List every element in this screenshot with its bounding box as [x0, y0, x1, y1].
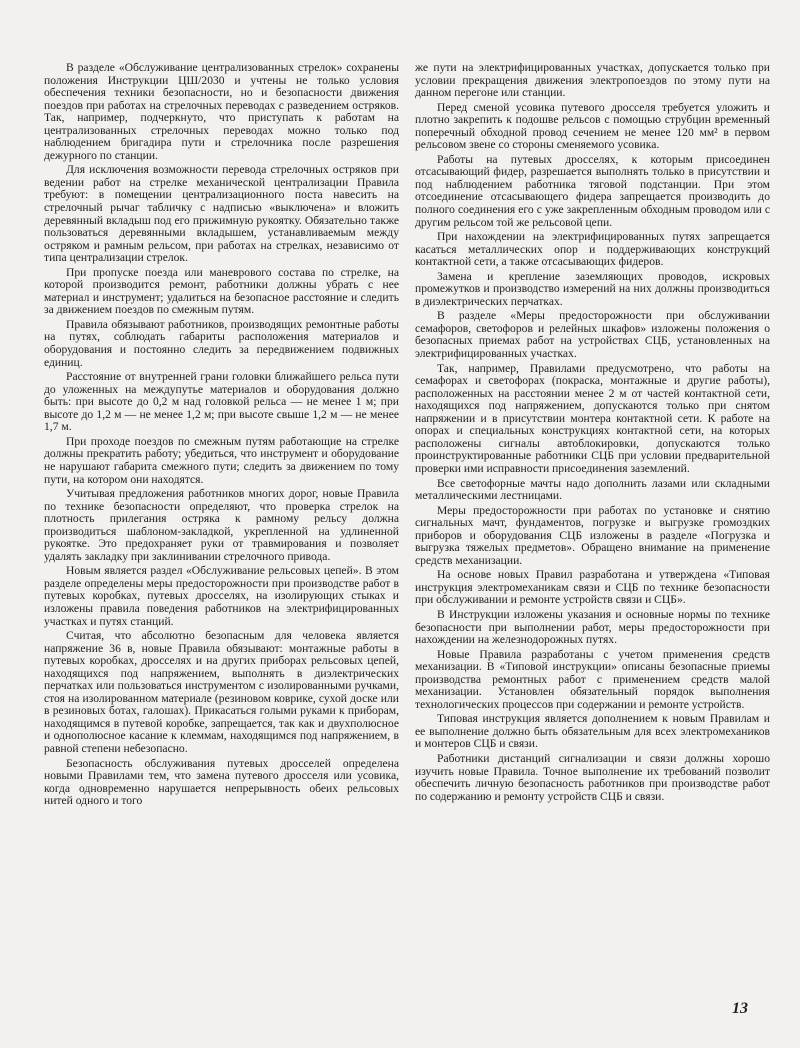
- paragraph: При проходе поездов по смежным путям работающие на стрелке должны прекратить работу; убедиться, что инструмент и оборудование не нарушают габарита смежного пути; следить за движением по тому пути, на котором они находятся.: [44, 434, 399, 486]
- paragraph: Учитывая предложения работников многих дорог, новые Правила по технике безопасности определяют, что проверка стрелок на плотность прилегания остряка к рамному рельсу должна производиться шаблоном-закладкой, укрепленной на удлиненной рукоятке. Это предохраняет руки от травмирования и позволяет удалять закладку при заклинивании стрелочного привода.: [44, 487, 399, 563]
- right-column: [415, 62, 770, 805]
- paragraph: Новые Правила разработаны с учетом применения средств механизации. В «Типовой инструкции» описаны безопасные приемы производства ремонтных работ с применением средств малой механизации. Установлен обязательный порядок выполнения технологических процессов при содержании и ремонте устройств.: [415, 647, 770, 711]
- paragraph: В Инструкции изложены указания и основные нормы по технике безопасности при выполнении работ, меры предосторожности при нахождении на железнодорожных путях.: [415, 607, 770, 647]
- paragraph: На основе новых Правил разработана и утверждена «Типовая инструкция электромеханикам связи и СЦБ по технике безопасности при обслуживании и ремонте устройств связи и СЦБ».: [415, 568, 770, 607]
- paragraph: Типовая инструкция является дополнением к новым Правилам и ее выполнение должно быть обязательным для всех электромехаников и монтеров СЦБ и связи.: [415, 712, 770, 751]
- paragraph-continued: же пути на электрифицированных участках, допускается только при условии прекращения движения электропоездов по этому пути на данном перегоне или станции.: [415, 61, 770, 100]
- paragraph: Работы на путевых дросселях, к которым присоединен отсасывающий фидер, разрешается выполнять только в присутствии и под наблюдением работника тяговой подстанции. При этом отсоединение отсасывающего фидера запрещается производить до полного соединения его с уже закрепленным обходным проводом или с другим рельсом той же рельсовой цепи.: [415, 152, 770, 229]
- paragraph: Так, например, Правилами предусмотрено, что работы на семафорах и светофорах (покраска, монтажные и другие работы), расположенных на расстоянии менее 2 м от частей контактной сети, находящихся под напряжением, допускаются только при снятом напряжении и в присутствии монтера контактной сети. К работе на опорах и специальных конструкциях контактной сети, на которых расположены сигналы автоблокировки, допускаются только проинструктированные работники СЦБ при условии предварительной проверки ими исправности присоединения заземлений.: [415, 361, 770, 475]
- paragraph: Считая, что абсолютно безопасным для человека является напряжение 36 в, новые Правила обязывают: монтажные работы в путевых коробках, дросселях и на других приборах рельсовых цепей, находящихся под напряжением, выполнять в диэлектрических перчатках или пользоваться инструментом с изолированными ручками, стоя на изолированном материале (резиновом коврике, сухой доске или в резиновых ботах, галошах). Прикасаться голыми руками к приборам, находящимся в путевой коробке, запрещается, так как и двухполюсное и однополюсное касание к клеммам, находящимся под напряжением, в равной степени небезопасно.: [44, 629, 399, 755]
- paragraph: При нахождении на электрифицированных путях запрещается касаться металлических опор и поддерживающих конструкций контактной сети, а также отсасывающих фидеров.: [415, 230, 770, 269]
- paragraph: Перед сменой усовика путевого дросселя требуется уложить и плотно закрепить к подошве рельсов с помощью струбцин временный поперечный обходной провод сечением не менее 120 мм² в первом рельсовом звене со стороны сменяемого усовика.: [415, 100, 770, 152]
- left-column: [44, 62, 399, 810]
- paragraph: Безопасность обслуживания путевых дросселей определена новыми Правилами тем, что замена путевого дросселя или усовика, когда одновременно нарушается непрерывность обеих рельсовых нитей одного и того: [44, 756, 399, 808]
- paragraph: Расстояние от внутренней грани головки ближайшего рельса пути до уложенных на междупутье материалов и оборудования должно быть: при высоте до 0,2 м над головкой рельса — не менее 1 м; при высоте до 1,2 м — не менее 1,2 м; при высоте свыше 1,2 м — не менее 1,7 м.: [44, 370, 399, 434]
- paragraph: Все светофорные мачты надо дополнить лазами или складными металлическими лестницами.: [415, 476, 770, 503]
- paragraph: При пропуске поезда или маневрового состава по стрелке, на которой производится ремонт, работники должны убрать с нее материал и инструмент; удалиться на безопасное расстояние и следить за движением поездов по смежным путям.: [44, 265, 399, 317]
- page-number: 13: [732, 1000, 748, 1017]
- paragraph: Для исключения возможности перевода стрелочных остряков при ведении работ на стрелке механической централизации Правила требуют: в помещении централизационного поста навесить на стрелочный рычаг табличку с надписью «выключена» и вложить деревянный вкладыш под его прижимную рукоятку. Обязательно также пользоваться деревянными вкладышем, устанавливаемым между остряком и рамным рельсом, при работах на стрелках, независимо от типа централизации стрелок.: [44, 163, 399, 265]
- paragraph: Новым является раздел «Обслуживание рельсовых цепей». В этом разделе определены меры предосторожности при производстве работ в путевых коробках, путевых дросселях, на изолирующих стыках и изложены правила поведения работников на электрифицированных участках и путях станций.: [44, 564, 399, 628]
- paragraph: Работники дистанций сигнализации и связи должны хорошо изучить новые Правила. Точное выполнение их требований позволит обеспечить личную безопасность работников при производстве работ по содержанию и ремонту устройств СЦБ и связи.: [415, 751, 770, 803]
- paragraph: Правила обязывают работников, производящих ремонтные работы на путях, соблюдать габариты расположения материалов и оборудования и постоянно следить за передвижением подвижных единиц.: [44, 317, 399, 369]
- paragraph: Замена и крепление заземляющих проводов, искровых промежутков и производство измерений на них должны производиться в диэлектрических перчатках.: [415, 269, 770, 308]
- paragraph: В разделе «Обслуживание централизованных стрелок» сохранены положения Инструкции ЦШ/2030 и учтены не только условия обеспечения техники безопасности, но и безопасности движения поездов при работах на стрелочных переводах с разведением остряков. Так, например, подчеркнуто, что приступать к работам на централизованных стрелочных переводах можно только под наблюдением бригадира пути и стрелочника после разрешения дежурного по станции.: [44, 61, 399, 162]
- paragraph: В разделе «Меры предосторожности при обслуживании семафоров, светофоров и релейных шкафов» изложены положения о безопасных приемах работ на устройствах СЦБ, установленных на электрифицированных участках.: [415, 309, 770, 361]
- paragraph: Меры предосторожности при работах по установке и снятию сигнальных мачт, фундаментов, погрузке и выгрузке громоздких приборов и оборудования СЦБ изложены в разделе «Погрузка и выгрузка тяжелых предметов». Обращено внимание на применение средств механизации.: [415, 503, 770, 567]
